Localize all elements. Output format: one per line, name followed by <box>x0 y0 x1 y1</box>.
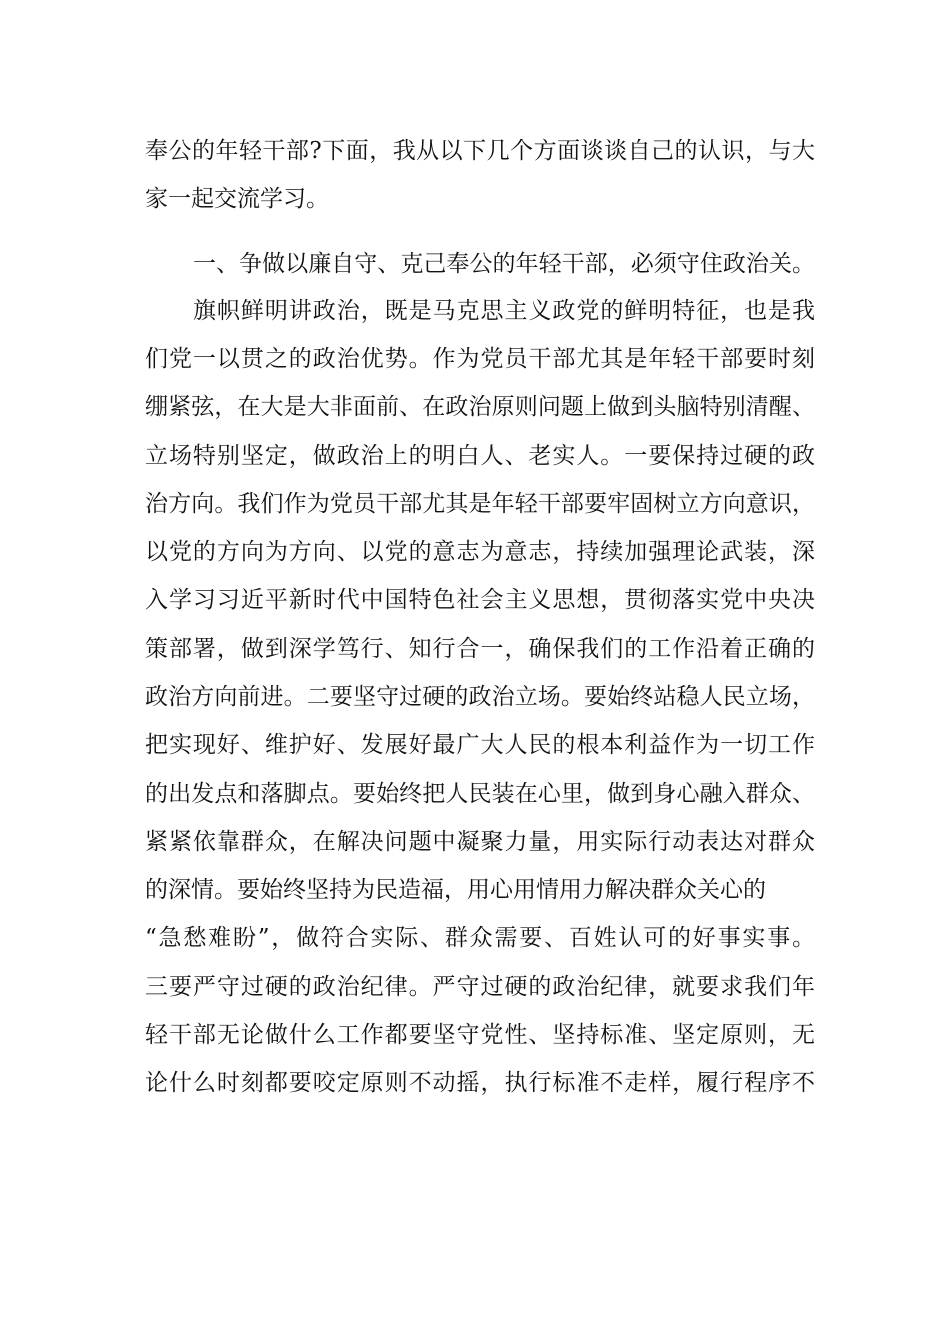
text-line-15: 紧紧依靠群众，在解决问题中凝聚力量，用实际行动表达对群众 <box>145 829 815 855</box>
text-line-13: 把实现好、维护好、发展好最广大人民的根本利益作为一切工作 <box>145 732 815 758</box>
text-line-8: 治方向。我们作为党员干部尤其是年轻干部要牢固树立方向意识， <box>145 491 815 517</box>
text-line-5: 们党一以贯之的政治优势。作为党员干部尤其是年轻干部要时刻 <box>145 346 815 372</box>
text-line-14: 的出发点和落脚点。要始终把人民装在心里，做到身心融入群众、 <box>145 781 815 807</box>
text-line-10: 入学习习近平新时代中国特色社会主义思想，贯彻落实党中央决 <box>145 587 815 613</box>
text-line-1: 奉公的年轻干部?下面，我从以下几个方面谈谈自己的认识，与大 <box>145 138 815 164</box>
text-line-4: 旗帜鲜明讲政治，既是马克思主义政党的鲜明特征，也是我 <box>193 298 815 324</box>
text-line-2: 家一起交流学习。 <box>145 186 329 212</box>
text-line-16: 的深情。要始终坚持为民造福，用心用情用力解决群众关心的 <box>145 877 766 903</box>
text-line-18: 三要严守过硬的政治纪律。严守过硬的政治纪律，就要求我们年 <box>145 974 815 1000</box>
text-line-20: 论什么时刻都要咬定原则不动摇，执行标准不走样，履行程序不 <box>145 1070 815 1096</box>
text-line-17: “急愁难盼”，做符合实际、群众需要、百姓认可的好事实事。 <box>145 925 815 951</box>
text-line-6: 绷紧弦，在大是大非面前、在政治原则问题上做到头脑特别清醒、 <box>145 394 815 420</box>
text-line-9: 以党的方向为方向、以党的意志为意志，持续加强理论武装，深 <box>145 539 815 565</box>
text-line-12: 政治方向前进。二要坚守过硬的政治立场。要始终站稳人民立场， <box>145 684 815 710</box>
text-line-11: 策部署，做到深学笃行、知行合一，确保我们的工作沿着正确的 <box>145 636 815 662</box>
section-heading-1: 一、争做以廉自守、克己奉公的年轻干部，必须守住政治关。 <box>193 251 815 277</box>
text-line-7: 立场特别坚定，做政治上的明白人、老实人。一要保持过硬的政 <box>145 443 815 469</box>
text-line-19: 轻干部无论做什么工作都要坚守党性、坚持标准、坚定原则，无 <box>145 1022 815 1048</box>
